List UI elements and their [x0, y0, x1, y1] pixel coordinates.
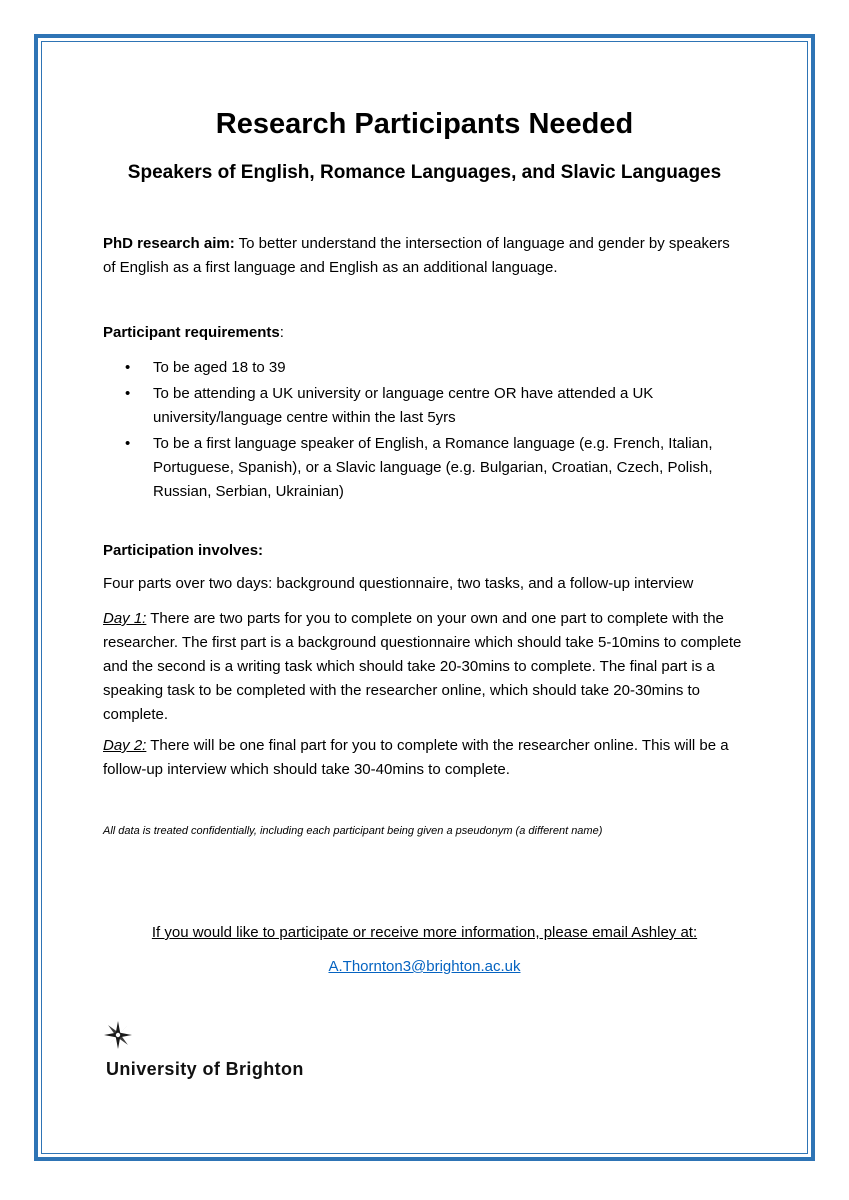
day2-label: Day 2:: [103, 737, 147, 754]
list-item: • To be attending a UK university or language centre OR have attended a UK university/language centre within the last 5yrs: [103, 382, 743, 430]
page-title: Research Participants Needed: [215, 108, 634, 140]
day1-description: Day 1: There are two parts for you to complete on your own and one part to complete with the researcher. The first part is a background questionnaire which should take 5-10mins to complete and the second is a writing task which should take 20-30mins to complete. The final part is a speaking task to be completed with the researcher online, which should take 20-30mins to complete.: [103, 610, 742, 723]
list-item: • To be a first language speaker of English, a Romance language (e.g. French, Italian, Portuguese, Spanish), or a Slavic language (e.g. Bulgarian, Croatian, Czech, Polish, Russian, Serbian, Ukrainian): [103, 432, 743, 504]
requirements-heading: Participant requirements:: [103, 324, 284, 341]
participation-summary: Four parts over two days: background questionnaire, two tasks, and a follow-up interview: [103, 575, 694, 592]
list-item: • To be aged 18 to 39: [103, 356, 743, 380]
day1-label: Day 1:: [103, 610, 147, 627]
confidentiality-note: All data is treated confidentially, including each participant being given a pseudonym (a different name): [103, 825, 603, 837]
participation-heading: Participation involves:: [103, 542, 264, 559]
university-logo-text: University of Brighton: [106, 1059, 304, 1079]
research-aim-label: PhD research aim:: [103, 235, 235, 252]
bullet-icon: •: [125, 435, 131, 452]
day2-description: Day 2: There will be one final part for you to complete with the researcher online. This will be a follow-up interview which should take 30-40mins to complete.: [103, 737, 729, 778]
requirements-list: [103, 356, 743, 504]
research-aim: [103, 232, 743, 280]
star-icon: [104, 1021, 132, 1049]
email-link[interactable]: A.Thornton3@brighton.ac.uk: [328, 958, 521, 975]
research-aim-text: To better understand the intersection of language and gender by speakers of English as a first language and English as an additional language.: [103, 235, 730, 276]
page-subtitle: Speakers of English, Romance Languages, and Slavic Languages: [127, 162, 722, 183]
bullet-icon: •: [125, 359, 131, 376]
requirements-label: Participant requirements: [103, 324, 280, 341]
contact-email: [0, 955, 849, 979]
page-border-inner: [41, 41, 808, 1154]
bullet-icon: •: [125, 385, 131, 402]
contact-call-to-action: If you would like to participate or receive more information, please email Ashley at:: [151, 924, 698, 941]
